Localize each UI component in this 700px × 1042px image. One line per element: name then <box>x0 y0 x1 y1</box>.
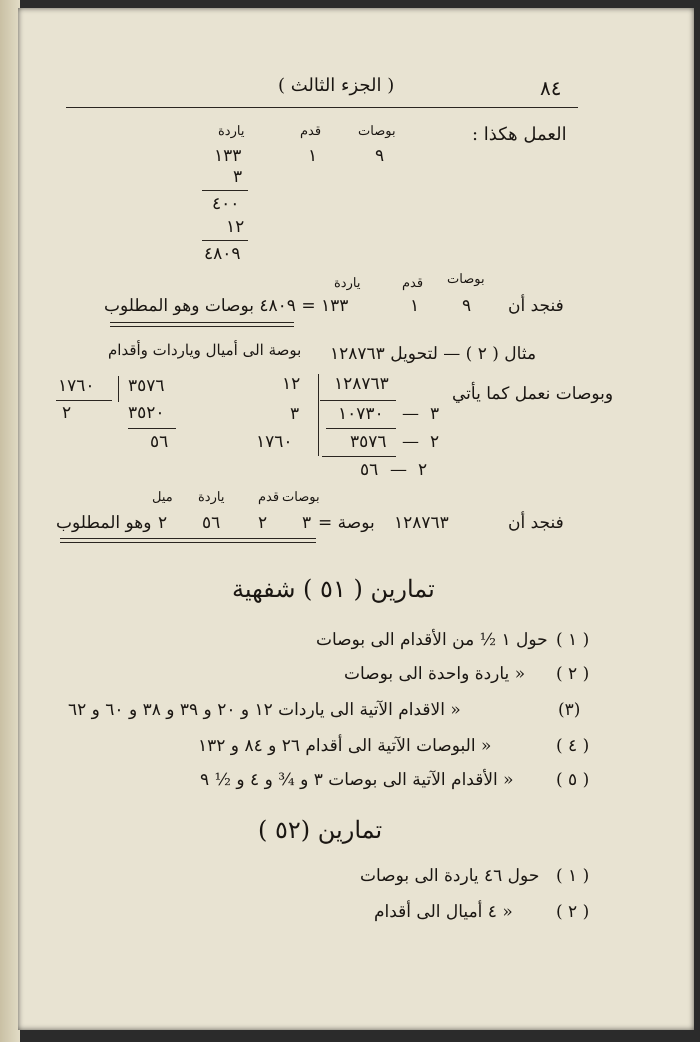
div2-remainder: ٥٦ <box>150 432 169 452</box>
part-title: ( الجزء الثالث ) <box>278 75 395 96</box>
header-rule <box>66 107 578 108</box>
ex51-item-3-num: (٣) <box>558 700 581 720</box>
r1-underline-a <box>110 322 294 323</box>
work-result-1: ٤٠٠ <box>212 194 240 214</box>
ex51-item-2-text: « ياردة واحدة الى بوصات <box>344 664 526 684</box>
example2-title: مثال ( ٢ ) — لتحويل ١٢٨٧٦٣ <box>330 344 537 364</box>
r2-col-yard-label: ياردة <box>198 490 225 505</box>
work-multiplier-1: ٣ <box>233 167 243 187</box>
r2-value: ١٢٨٧٦٣ <box>394 513 449 533</box>
ex51-item-5-num: ( ٥ ) <box>556 770 590 790</box>
work-multiplier-2: ١٢ <box>226 217 245 237</box>
work-inches-value: ٩ <box>375 146 385 166</box>
div1-bar-1 <box>318 374 319 404</box>
ex51-item-1-text: حول ١ ½ من الأقدام الى بوصات <box>316 630 548 650</box>
div2-rule <box>128 428 176 429</box>
r1-col-feet-label: قدم <box>402 276 424 291</box>
div1-divisor: ١٢ <box>282 374 301 394</box>
r1-col-yard-label: ياردة <box>334 276 361 291</box>
col-inches-label: بوصات <box>358 124 396 139</box>
ex51-item-4-num: ( ٤ ) <box>556 736 590 756</box>
div1-quotient: ١٠٧٣٠ <box>338 404 384 424</box>
r2-col-feet-label: قدم <box>258 490 280 505</box>
work-rule-1 <box>202 190 248 191</box>
r1-underline-b <box>110 326 294 327</box>
ex52-item-2-num: ( ٢ ) <box>556 902 590 922</box>
div2-dividend: ٣٥٧٦ <box>128 376 165 396</box>
example2-title-rest: بوصة الى أميال وياردات وأقدام <box>108 341 302 359</box>
r1-col-inches-label: بوصات <box>447 272 485 287</box>
div1-divisor-3: ١٧٦٠ <box>256 432 293 452</box>
r2-unit: بوصة = <box>318 513 375 533</box>
r2-inches-value: ٣ <box>302 513 312 533</box>
ex52-title: تمارين (٥٢ ) <box>258 816 383 844</box>
book-spine <box>0 0 20 1042</box>
div2-divisor: ١٧٦٠ <box>58 376 95 396</box>
ex51-item-5-text: « الأقدام الآتية الى بوصات ٣ و ¾ و ٤ و ½ ٩ <box>200 770 514 790</box>
r2-underline-b <box>60 542 316 543</box>
div2-quotient: ٢ <box>62 403 72 423</box>
r2-suffix: وهو المطلوب <box>56 513 152 533</box>
page-number: ٨٤ <box>540 76 562 100</box>
r1-inches-value: ٩ <box>462 296 472 316</box>
ex52-item-1-text: حول ٤٦ ياردة الى بوصات <box>360 866 540 886</box>
ex51-title: تمارين ( ٥١ ) شفهية <box>232 575 435 603</box>
div2-bar <box>118 376 119 402</box>
div1-rem-d: ٢ <box>418 460 428 480</box>
r2-underline-a <box>60 538 316 539</box>
ex51-item-2-num: ( ٢ ) <box>556 664 590 684</box>
r2-yard-value: ٥٦ <box>202 513 221 533</box>
div1-dash-b: — <box>402 432 419 452</box>
ex51-item-4-text: « البوصات الآتية الى أقدام ٢٦ و ٨٤ و ١٣٢ <box>198 736 492 756</box>
div1-divisor-2: ٣ <box>290 404 300 424</box>
div1-dividend: ١٢٨٧٦٣ <box>334 374 389 394</box>
div1-dash-c: — <box>390 460 407 480</box>
div1-rem-a: ٣ <box>430 404 440 424</box>
col-yard-label: ياردة <box>218 124 245 139</box>
work-rule-2 <box>202 240 248 241</box>
r1-equation: ١٣٣ = ٤٨٠٩ بوصات وهو المطلوب <box>104 296 349 316</box>
div2-sub: ٣٥٢٠ <box>128 403 165 423</box>
div1-rule-3 <box>322 456 396 457</box>
r2-feet-value: ٢ <box>258 513 268 533</box>
div1-bar-2 <box>318 404 319 456</box>
div1-rule-2 <box>326 428 396 429</box>
div2-divisor-rule <box>56 400 112 401</box>
example2-intro: وبوصات نعمل كما يأتي <box>452 384 614 404</box>
div1-rule-1 <box>320 400 396 401</box>
ex52-item-2-text: « ٤ أميال الى أقدام <box>374 902 513 922</box>
r2-prefix: فنجد أن <box>508 513 564 533</box>
work-label: العمل هكذا : <box>472 124 567 145</box>
div1-rem-c: ٥٦ <box>360 460 379 480</box>
div1-sub-2: ٣٥٧٦ <box>350 432 387 452</box>
ex52-item-1-num: ( ١ ) <box>556 866 590 886</box>
ex51-item-3-text: « الاقدام الآتية الى ياردات ١٢ و ٢٠ و ٣٩ و ٣٨ و ٦٠ و ٦٢ <box>68 700 461 720</box>
work-result-2: ٤٨٠٩ <box>204 244 241 264</box>
r1-prefix: فنجد أن <box>508 296 564 316</box>
r2-mile-value: ٢ <box>158 513 168 533</box>
div1-rem-b: ٢ <box>430 432 440 452</box>
work-feet-value: ١ <box>308 146 318 166</box>
work-yard-value: ١٣٣ <box>214 146 242 166</box>
r1-feet-value: ١ <box>410 296 420 316</box>
div1-dash-a: — <box>402 404 419 424</box>
r2-col-inches-label: بوصات <box>282 490 320 505</box>
r2-col-mile-label: ميل <box>152 490 173 505</box>
col-feet-label: قدم <box>300 124 322 139</box>
ex51-item-1-num: ( ١ ) <box>556 630 590 650</box>
